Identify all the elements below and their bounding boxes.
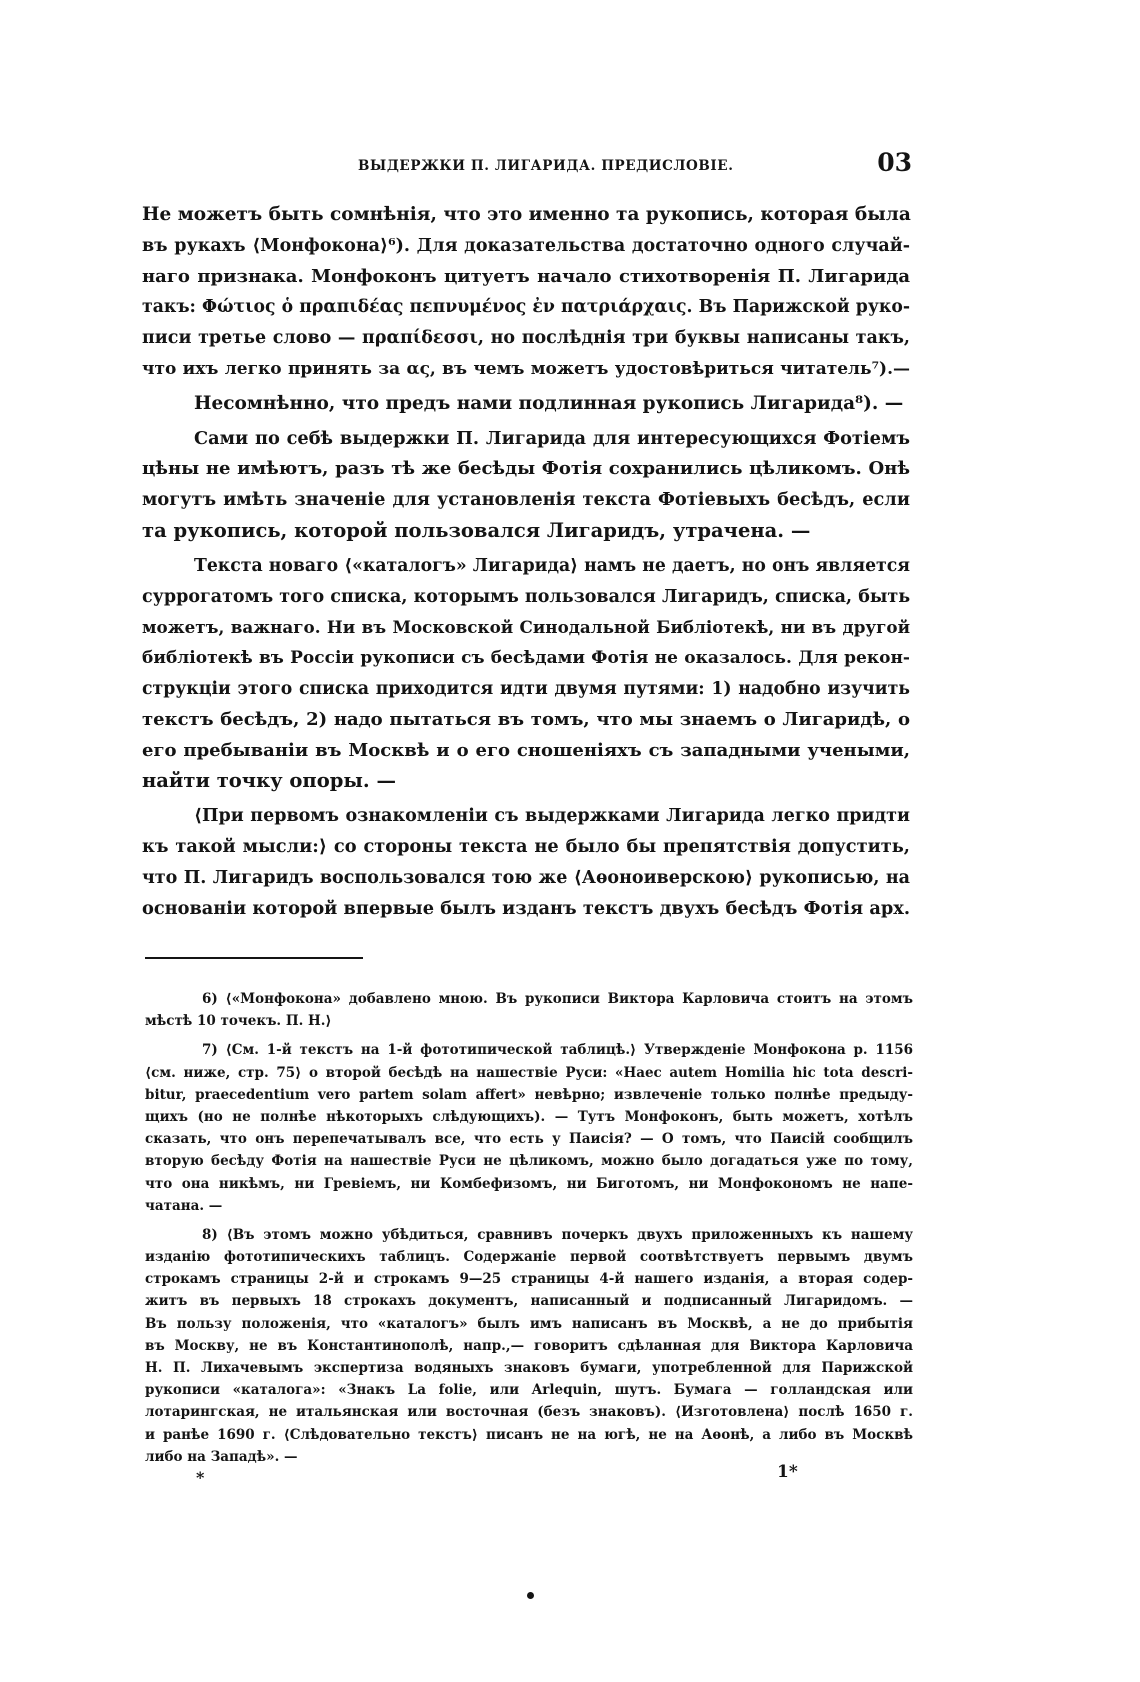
footnote-line: мѣстѣ 10 точекъ. П. Н.⟩ bbox=[145, 1013, 332, 1030]
footnote-line: рукописи «каталога»: «Знакъ La folie, или Arlequin, шутъ. Бумага — голландская или bbox=[145, 1382, 913, 1399]
footnote-line: строкамъ страницы 2-й и строкамъ 9—25 страницы 4-й нашего изданія, а вторая содер- bbox=[145, 1271, 913, 1288]
footnote-line: житъ въ первыхъ 18 строкахъ документъ, написанный и подписанный Лигаридомъ. — bbox=[145, 1293, 913, 1310]
footnote-6 bbox=[145, 988, 913, 1032]
footnote-line: изданію фототипическихъ таблицъ. Содержаніе первой соотвѣтствуетъ первымъ двумъ bbox=[145, 1249, 913, 1266]
body-line: библіотекѣ въ Россіи рукописи съ бесѣдами Фотія не оказалось. Для рекон- bbox=[142, 648, 910, 669]
signature-mark: 1* bbox=[777, 1462, 798, 1482]
main-text bbox=[142, 200, 910, 924]
footnote-line: либо на Западѣ». — bbox=[145, 1448, 298, 1465]
footnote-line: чатана. — bbox=[145, 1197, 223, 1214]
body-line: Текста новаго ⟨«каталогъ» Лигарида⟩ намъ не даетъ, но онъ является bbox=[194, 555, 910, 576]
footnote-rule bbox=[145, 957, 363, 959]
footnote-8 bbox=[145, 1224, 913, 1468]
body-line: текстъ бесѣдъ, 2) надо пытаться въ томъ, что мы знаемъ о Лигаридѣ, о bbox=[142, 708, 910, 730]
body-line: можетъ, важнаго. Ни въ Московской Синодальной Библіотекѣ, ни въ другой bbox=[142, 617, 910, 638]
footnote-line: ⟨см. ниже, стр. 75⟩ о второй бесѣдѣ на нашествіе Руси: «Haec autem Homilia hic tota descri- bbox=[145, 1064, 913, 1081]
running-head bbox=[140, 148, 912, 184]
footnote-line: bitur, praecedentium vero partem solam affert» невѣрно; извлеченіе только полнѣе предыду- bbox=[145, 1086, 913, 1103]
star-mark: * bbox=[196, 1468, 205, 1487]
scan-dot bbox=[527, 1592, 534, 1599]
footnote-7 bbox=[145, 1039, 913, 1217]
body-line: та рукопись, которой пользовался Лигаридъ, утрачена. — bbox=[142, 518, 811, 542]
footnote-line: сказать, что онъ перепечатывалъ все, что есть у Паисія? — О томъ, что Паисій сообщилъ bbox=[145, 1131, 913, 1148]
body-line: въ рукахъ ⟨Монфокона⟩⁶). Для доказательства достаточно одного случай- bbox=[142, 235, 910, 256]
body-line: суррогатомъ того списка, которымъ пользовался Лигаридъ, списка, быть bbox=[142, 586, 911, 607]
body-line: ⟨При первомъ ознакомленіи съ выдержками Лигарида легко придти bbox=[194, 806, 910, 827]
footnote-line: 7) ⟨См. 1-й текстъ на 1-й фототипической таблицѣ.⟩ Утвержденіе Монфокона p. 1156 bbox=[202, 1042, 913, 1059]
body-line: Не можетъ быть сомнѣнія, что это именно та рукопись, которая была bbox=[142, 204, 911, 225]
body-line: наго признака. Монфоконъ цитуетъ начало стихотворенія П. Лигарида bbox=[142, 265, 910, 287]
body-line: писи третье слово — πραπίδεσσι, но послѣднія три буквы написаны такъ, bbox=[142, 328, 910, 349]
body-line: найти точку опоры. — bbox=[142, 769, 396, 793]
footnote-line: 6) ⟨«Монфокона» добавлено мною. Въ рукописи Виктора Карловича стоитъ на этомъ bbox=[202, 991, 913, 1007]
footnote-line: Въ пользу положенія, что «каталогъ» былъ имъ написанъ въ Москвѣ, а не до прибытія bbox=[145, 1315, 913, 1332]
footnote-line: 8) ⟨Въ этомъ можно убѣдиться, сравнивъ почеркъ двухъ приложенныхъ къ нашему bbox=[202, 1226, 913, 1243]
body-line: къ такой мысли:⟩ со стороны текста не было бы препятствія допустить, bbox=[142, 835, 910, 857]
footnotes bbox=[145, 988, 913, 1475]
footnote-line: лотарингская, не итальянская или восточная (безъ знаковъ). ⟨Изготовлена⟩ послѣ 1650 г. bbox=[145, 1404, 913, 1421]
body-line: могутъ имѣть значеніе для установленія текста Фотіевыхъ бесѣдъ, если bbox=[142, 489, 910, 511]
page-number: 03 bbox=[877, 148, 912, 177]
running-title: ВЫДЕРЖКИ П. ЛИГАРИДА. ПРЕДИСЛОВІЕ. bbox=[358, 158, 734, 174]
body-line: что П. Лигаридъ воспользовался тою же ⟨Аѳонoиверскою⟩ рукописью, на bbox=[142, 867, 910, 888]
body-line: основаніи которой впервые былъ изданъ текстъ двухъ бесѣдъ Фотія арх. bbox=[142, 897, 910, 919]
body-line: Несомнѣнно, что предъ нами подлинная рукопись Лигарида⁸). — bbox=[194, 392, 904, 414]
footnote-line: и ранѣе 1690 г. ⟨Слѣдовательно текстъ⟩ писанъ не на югѣ, не на Аѳонѣ, а либо въ Москвѣ bbox=[145, 1426, 913, 1443]
footnote-line: щихъ (но не полнѣе нѣкоторыхъ слѣдующихъ). — Тутъ Монфоконъ, быть можетъ, хотѣлъ bbox=[145, 1108, 913, 1125]
body-line: Сами по себѣ выдержки П. Лигарида для интересующихся Фотіемъ bbox=[194, 427, 910, 449]
body-line: что ихъ легко принять за ας, въ чемъ можетъ удостовѣриться читатель⁷).— bbox=[142, 358, 910, 379]
body-line: струкціи этого списка приходится идти двумя путями: 1) надобно изучить bbox=[142, 678, 910, 699]
footnote-line: Н. П. Лихачевымъ экспертиза водяныхъ знаковъ бумаги, употребленной для Парижской bbox=[145, 1360, 913, 1376]
footnote-line: вторую бесѣду Фотія на нашествіе Руси не цѣликомъ, можно было догадаться уже по тому, bbox=[145, 1153, 913, 1170]
body-line: его пребываніи въ Москвѣ и о его сношеніяхъ съ западными учеными, bbox=[142, 739, 910, 761]
footnote-line: что она никѣмъ, ни Гревіемъ, ни Комбефизомъ, ни Биготомъ, ни Монфокономъ не напе- bbox=[145, 1175, 913, 1192]
body-line: цѣны не имѣютъ, разъ тѣ же бесѣды Фотія сохранились цѣликомъ. Онѣ bbox=[142, 458, 910, 480]
body-line: такъ: Φώτιος ὁ πραπιδέας πεπνυμένος ἐν πατριάρχαις. Въ Парижской руко- bbox=[142, 297, 910, 318]
footnote-line: въ Москву, не въ Константинополѣ, напр.,— говоритъ сдѣланная для Виктора Карловича bbox=[145, 1337, 913, 1354]
